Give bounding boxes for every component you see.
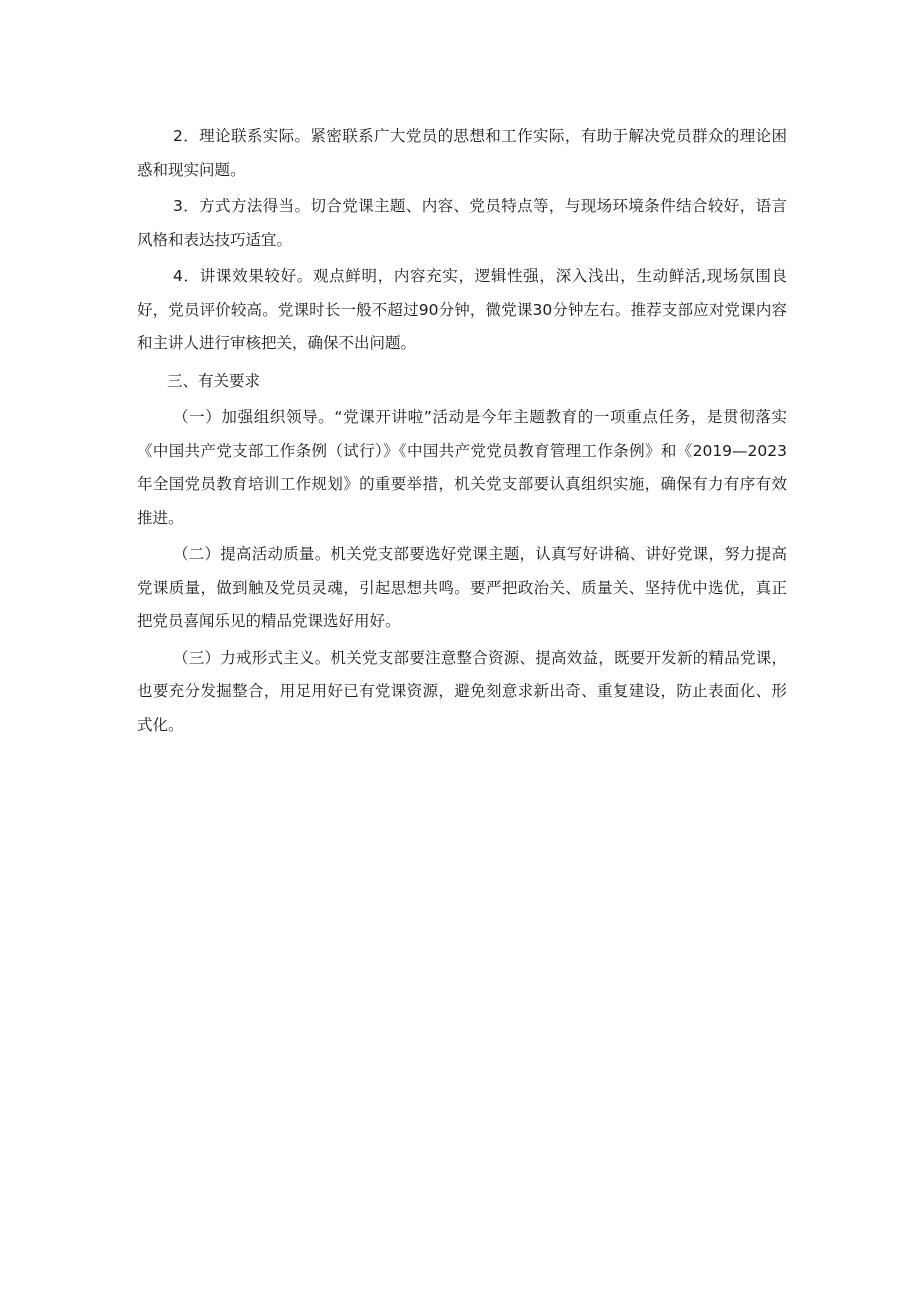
paragraph-item-3: 3．方式方法得当。切合党课主题、内容、党员特点等，与现场环境条件结合较好，语言风格和表达技巧适宜。 bbox=[137, 197, 787, 249]
paragraph-item-4: 4．讲课效果较好。观点鲜明，内容充实，逻辑性强，深入浅出，生动鲜活,现场氛围良好，党员评价较高。党课时长一般不超过90分钟，微党课30分钟左右。推荐支部应对党课内容和主讲人进行审核把关，确保不出问题。 bbox=[137, 267, 787, 352]
paragraph-requirement-1: （一）加强组织领导。“党课开讲啦”活动是今年主题教育的一项重点任务，是贯彻落实《中国共产党支部工作条例（试行）》《中国共产党党员教育管理工作条例》和《2019—2023年全国党员教育培训工作规划》的重要举措，机关党支部要认真组织实施，确保有力有序有效推进。 bbox=[137, 408, 787, 527]
paragraph-item-2: 2．理论联系实际。紧密联系广大党员的思想和工作实际，有助于解决党员群众的理论困惑和现实问题。 bbox=[137, 127, 787, 179]
paragraph-requirement-2: （二）提高活动质量。机关党支部要选好党课主题，认真写好讲稿、讲好党课，努力提高党课质量，做到触及党员灵魂，引起思想共鸣。要严把政治关、质量关、坚持优中选优，真正把党员喜闻乐见的精品党课选好用好。 bbox=[137, 545, 787, 630]
paragraph-requirement-3: （三）力戒形式主义。机关党支部要注意整合资源、提高效益，既要开发新的精品党课，也要充分发掘整合，用足用好已有党课资源，避免刻意求新出奇、重复建设，防止表面化、形式化。 bbox=[137, 648, 787, 734]
document-body bbox=[137, 120, 787, 742]
section-heading: 三、有关要求 bbox=[167, 371, 261, 390]
